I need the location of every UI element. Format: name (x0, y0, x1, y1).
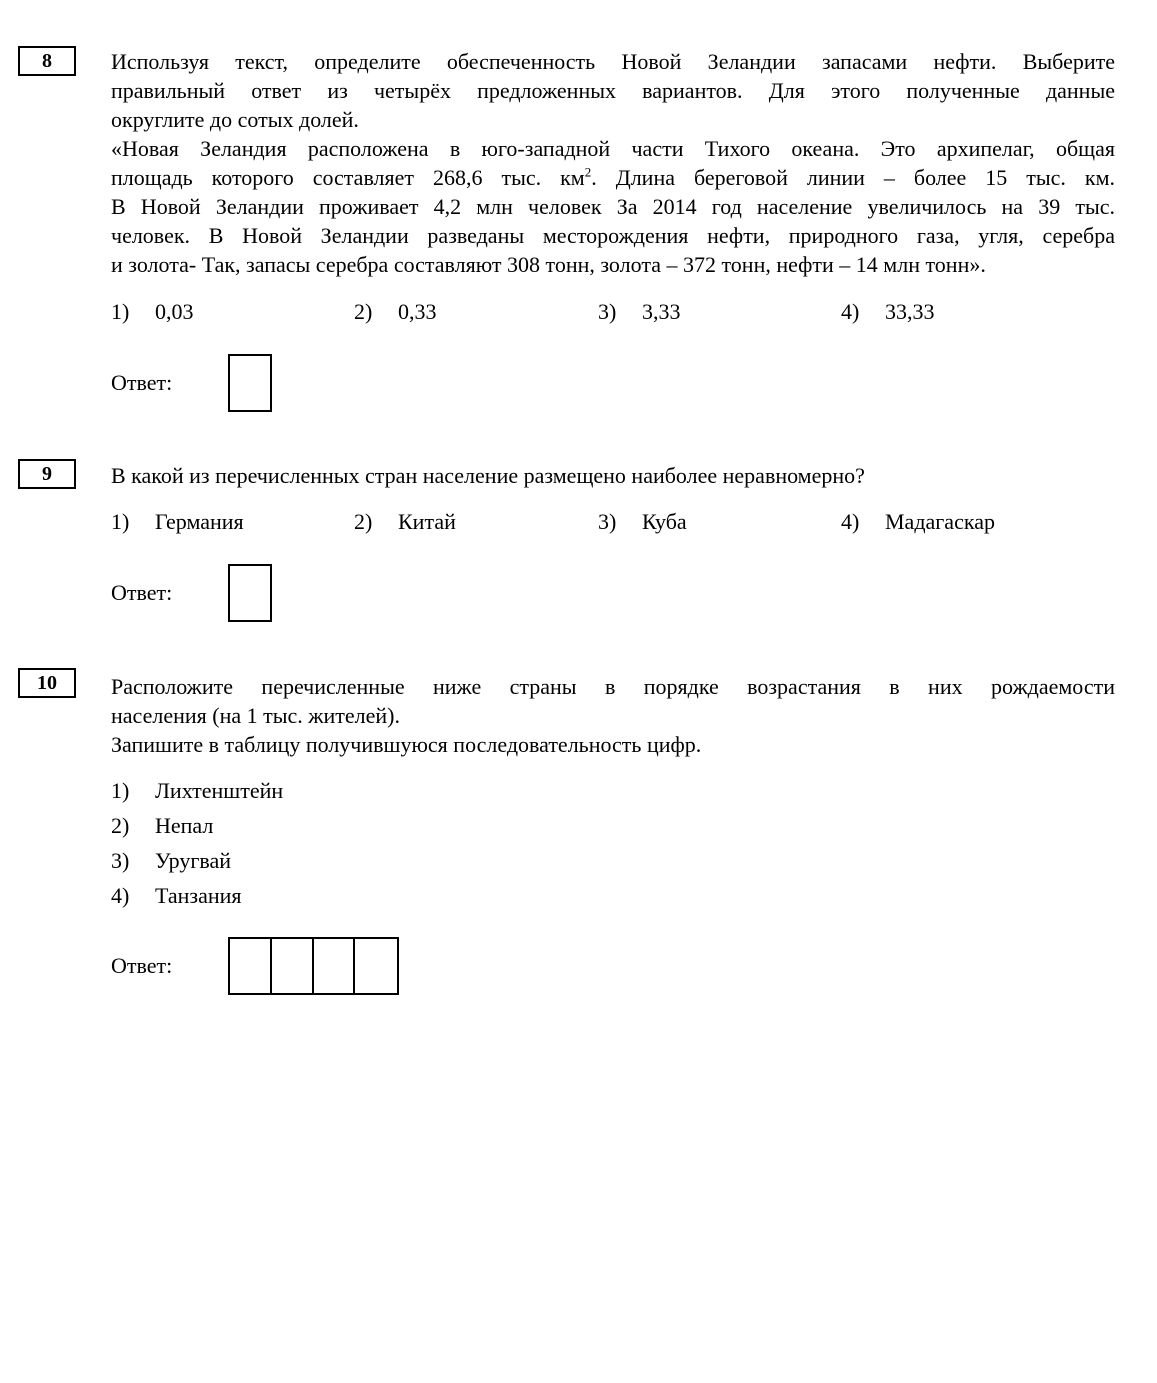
option-3: 3) Уругвай (111, 848, 232, 873)
question-9-options (111, 509, 1115, 539)
question-9-prompt: В какой из перечисленных стран население размещено наиболее неравномерно? (111, 463, 865, 488)
option-2: 2) Китай (354, 509, 456, 534)
quote-line: и золота- Так, запасы серебра составляют 308 тонн, золота – 372 тонн, нефти – 14 млн тонн». (111, 252, 986, 277)
answer-cell-3[interactable] (314, 939, 356, 993)
option-4: 4) Танзания (111, 883, 242, 908)
prompt-line: Расположите перечисленные ниже страны в порядке возрастания в них рождаемости (111, 674, 1115, 699)
prompt-line: правильный ответ из четырёх предложенных вариантов. Для этого полученные данные (111, 78, 1115, 103)
answer-cell-4[interactable] (355, 939, 397, 993)
question-10-options (111, 773, 283, 913)
option-1: 1) Германия (111, 509, 244, 534)
answer-table-10 (228, 937, 399, 995)
option-4: 4) Мадагаскар (841, 509, 995, 534)
quote-line: «Новая Зеландия расположена в юго-западной части Тихого океана. Это архипелаг, общая (111, 136, 1115, 161)
question-number-8: 8 (18, 46, 76, 76)
question-number-9: 9 (18, 459, 76, 489)
option-3: 3) Куба (598, 509, 687, 534)
option-4: 4) 33,33 (841, 299, 935, 324)
answer-label: Ответ: (111, 370, 173, 395)
answer-cell-1[interactable] (230, 939, 272, 993)
question-10-prompt (111, 672, 1115, 759)
answer-label: Ответ: (111, 580, 173, 605)
prompt-line: Используя текст, определите обеспеченность Новой Зеландии запасами нефти. Выберите (111, 49, 1115, 74)
answer-cell-2[interactable] (272, 939, 314, 993)
answer-box-9[interactable] (228, 564, 272, 622)
option-1: 1) Лихтенштейн (111, 778, 284, 803)
quote-line: В Новой Зеландии проживает 4,2 млн человек За 2014 год население увеличилось на 39 тыс. (111, 194, 1115, 219)
question-number-10: 10 (18, 668, 76, 698)
quote-line: человек. В Новой Зеландии разведаны месторождения нефти, природного газа, угля, серебра (111, 223, 1115, 248)
question-8-prompt (111, 47, 1115, 134)
option-3: 3) 3,33 (598, 299, 681, 324)
quote-line: площадь которого составляет 268,6 тыс. $км^2$. Длина береговой линии – более 15 тыс. км. (111, 164, 1115, 190)
answer-box-8[interactable] (228, 354, 272, 412)
prompt-line: округлите до сотых долей. (111, 107, 359, 132)
option-2: 2) 0,33 (354, 299, 437, 324)
question-8-quote (111, 134, 1115, 279)
answer-label: Ответ: (111, 953, 173, 978)
option-1: 1) 0,03 (111, 299, 194, 324)
prompt-line: Запишите в таблицу получившуюся последовательность цифр. (111, 732, 702, 757)
question-8-options (111, 299, 1115, 329)
option-2: 2) Непал (111, 813, 214, 838)
prompt-line: населения (на 1 тыс. жителей). (111, 703, 400, 728)
